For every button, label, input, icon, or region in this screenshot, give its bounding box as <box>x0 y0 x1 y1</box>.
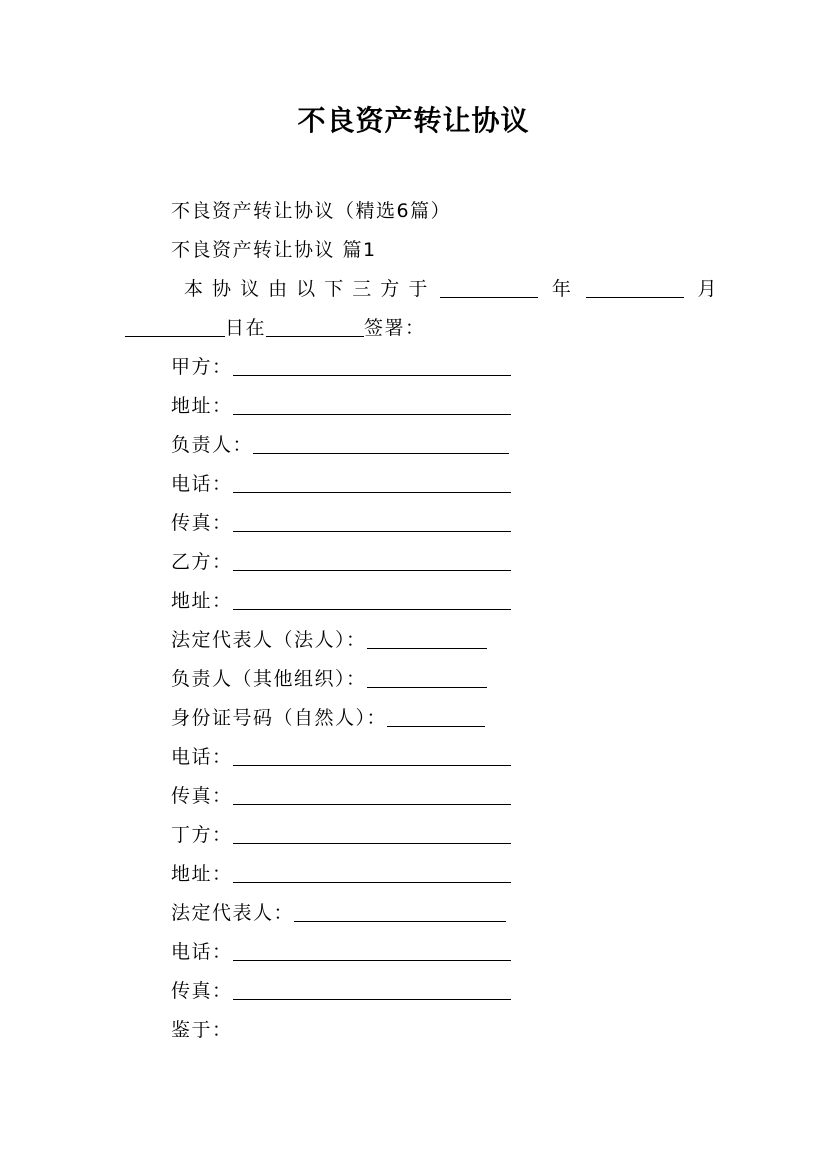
party-b-other-org-row <box>171 666 487 692</box>
party-b-legal-rep-row <box>171 627 487 653</box>
party-b-phone-blank[interactable] <box>233 745 511 766</box>
day-place-label: 日在 <box>225 317 267 339</box>
party-a-phone-row <box>171 471 511 497</box>
party-d-label: 丁方： <box>171 824 233 846</box>
party-b-id-row <box>171 705 485 731</box>
party-a-fax-row <box>171 510 511 536</box>
party-d-legal-rep-row <box>171 900 506 926</box>
party-b-fax-blank[interactable] <box>233 784 511 805</box>
party-b-id-blank[interactable] <box>387 706 485 727</box>
party-d-row <box>171 822 511 848</box>
party-b-phone-row <box>171 744 511 770</box>
party-d-phone-row <box>171 939 511 965</box>
party-b-other-org-blank[interactable] <box>367 667 487 688</box>
intro-text: 本 协 议 由 以 下 三 方 于 <box>184 278 429 300</box>
year-blank[interactable] <box>440 277 538 298</box>
section-heading: 不良资产转让协议 篇1 <box>171 239 377 261</box>
document-title: 不良资产转让协议 <box>297 104 530 137</box>
signed-label: 签署： <box>364 317 426 339</box>
party-a-address-blank[interactable] <box>233 394 511 415</box>
party-d-address-blank[interactable] <box>233 862 511 883</box>
party-a-row <box>171 354 511 380</box>
party-b-phone-label: 电话： <box>171 746 233 768</box>
party-a-person-label: 负责人： <box>171 434 254 456</box>
party-b-fax-row <box>171 783 511 809</box>
month-blank[interactable] <box>586 277 684 298</box>
whereas-label: 鉴于： <box>171 1019 233 1041</box>
party-d-phone-label: 电话： <box>171 941 233 963</box>
party-b-legal-rep-label: 法定代表人（法人）： <box>171 629 367 651</box>
party-a-phone-label: 电话： <box>171 473 233 495</box>
party-b-row <box>171 549 511 575</box>
party-d-legal-rep-blank[interactable] <box>294 901 506 922</box>
party-b-address-blank[interactable] <box>233 589 511 610</box>
party-b-legal-rep-blank[interactable] <box>367 628 487 649</box>
intro-line-1 <box>184 276 718 302</box>
party-a-label: 甲方： <box>171 356 233 378</box>
party-d-blank[interactable] <box>233 823 511 844</box>
party-d-legal-rep-label: 法定代表人： <box>171 902 295 924</box>
party-d-fax-label: 传真： <box>171 980 233 1002</box>
party-b-label: 乙方： <box>171 551 233 573</box>
month-label: 月 <box>697 278 719 300</box>
party-a-address-label: 地址： <box>171 395 233 417</box>
party-b-other-org-label: 负责人（其他组织）： <box>171 668 367 690</box>
party-b-fax-label: 传真： <box>171 785 233 807</box>
party-d-fax-blank[interactable] <box>233 979 511 1000</box>
party-a-phone-blank[interactable] <box>233 472 511 493</box>
party-a-blank[interactable] <box>233 355 511 376</box>
party-b-id-label: 身份证号码（自然人）： <box>171 707 388 729</box>
party-d-address-row <box>171 861 511 887</box>
day-blank[interactable] <box>125 316 225 337</box>
party-b-address-label: 地址： <box>171 590 233 612</box>
intro-line-2 <box>125 315 426 341</box>
party-d-fax-row <box>171 978 511 1004</box>
party-b-address-row <box>171 588 511 614</box>
party-d-address-label: 地址： <box>171 863 233 885</box>
party-b-blank[interactable] <box>233 550 511 571</box>
document-subtitle: 不良资产转让协议（精选6篇） <box>171 200 452 222</box>
party-a-person-blank[interactable] <box>253 433 509 454</box>
party-a-person-row <box>171 432 509 458</box>
party-d-phone-blank[interactable] <box>233 940 511 961</box>
place-blank[interactable] <box>266 316 364 337</box>
party-a-fax-label: 传真： <box>171 512 233 534</box>
party-a-address-row <box>171 393 511 419</box>
year-label: 年 <box>551 278 573 300</box>
party-a-fax-blank[interactable] <box>233 511 511 532</box>
